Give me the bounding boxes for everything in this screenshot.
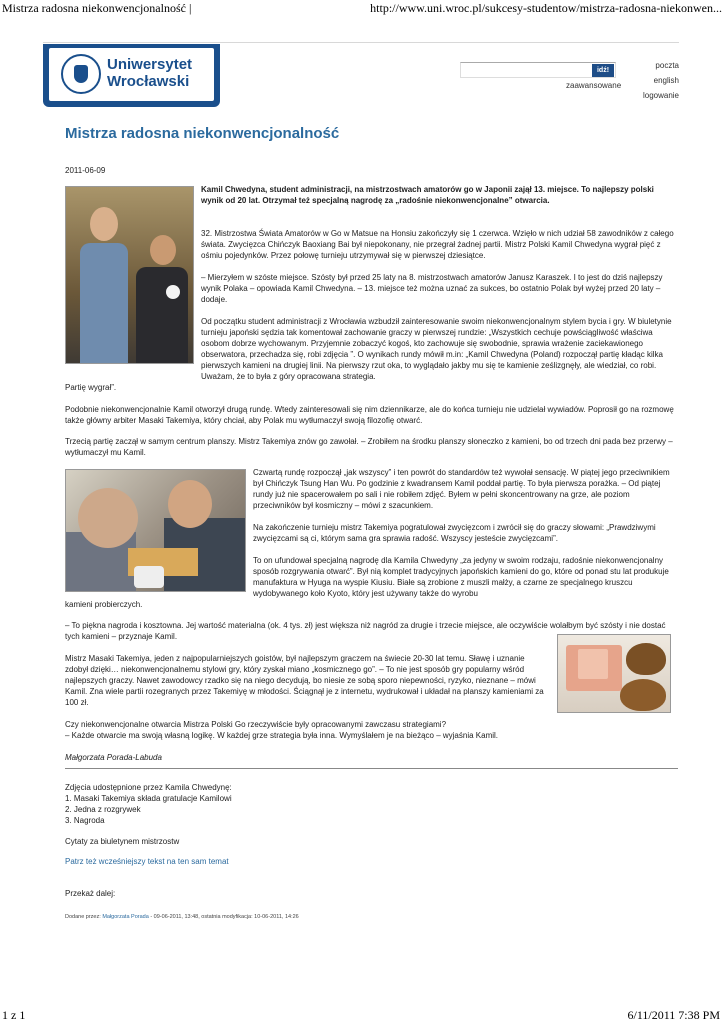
print-timestamp: 6/11/2011 7:38 PM [627, 1008, 720, 1022]
divider [65, 768, 678, 769]
photos-intro: Zdjęcia udostępnione przez Kamila Chwedynę: [65, 783, 232, 792]
article-paragraph: Partię wygrał”. [65, 383, 117, 392]
university-logo[interactable] [43, 44, 220, 107]
print-footer [0, 1006, 724, 1024]
photo-caption: 2. Jedna z rozgrywek [65, 805, 141, 814]
meta-suffix: - 09-06-2011, 13:48, ostatnia modyfikacja: 10-06-2011, 14:26 [148, 914, 299, 920]
article-paragraph: Na zakończenie turnieju mistrz Takemiya pogratulował zwycięzcom i zwrócił się do graczy słowami: „Prawdziwymi zwycięzcami są ci, którym sama gra sprawia radość. Wszyscy jesteście zwycięzcami”. [253, 523, 656, 543]
article-paragraph: Czwartą rundę rozpoczął „jak wszyscy” i ten powrót do standardów też wywołał sensację. W piątej jego przeciwnikiem był Chińczyk Tsung Han Wu. Po godzinie z kwadransem Kamil poddał partię. To była pierwsza porażka. – Od piątej rundy już nie spacerowałem po sali i nie robiłem zdjęć. Byłem w pełni skoncentrowany na grze, ale poziom przeciwników był kosmiczny – mówi z szacunkiem. [253, 468, 670, 510]
article-paragraph: Podobnie niekonwencjonalnie Kamil otworzył drugą rundę. Wtedy zainteresowali się nim dziennikarze, ale do końca turnieju nie udzielał wywiadów. Poprosił go na rozmowę także główny arbiter Masaki Takemiya, który chciał, aby Polak mu wytłumaczył swoją filozofię otwarć. [65, 405, 674, 425]
article-paragraph: Mistrz Masaki Takemiya, jeden z najpopularniejszych goistów, był najlepszym graczem na świecie 20-30 lat temu. Sławę i uznanie zdobył dzięki… niekonwencjonalnemu stylowi gry, który zyskał miano „kosmicznego go”. – To nie jest sposób gry popularny wśród najlepszych graczy. Nawet zawodowcy rzadko się na niego decydują, bo niesie ze sobą sporo niepewności, ryzyko, nieznane – mówi Kamil. Zna wiele partii rozegranych przez Takemiyę w młodości. Ściągnął je z internetu, wydrukował i układał na planszy kamieniami za 100 zł. [65, 654, 544, 707]
article-meta [65, 914, 299, 920]
photo-congratulations [65, 186, 194, 364]
article-date: 2011-06-09 [65, 166, 106, 175]
share-label: Przekaż dalej: [65, 889, 116, 898]
logo-line2: Wrocławski [107, 73, 190, 90]
print-page-number: 1 z 1 [2, 1008, 26, 1022]
search-button[interactable]: idź! [592, 64, 614, 77]
print-header-url: http://www.uni.wroc.pl/sukcesy-studentow/mistrza-radosna-niekonwen... [370, 1, 722, 15]
photo-game [65, 469, 246, 592]
link-poczta[interactable]: poczta [655, 61, 679, 70]
article-paragraph: Od początku student administracji z Wrocławia wzbudził zainteresowanie swoim niekonwencjonalnym stylem bycia i gry. W biuletynie turnieju japoński sędzia tak komentował zachowanie graczy w pierwszej rundzie: „Wszystkich cechuje powściągliwość właściwa osobom dobrze wychowanym. Przyjemnie zobaczyć kogoś, kto zachowuje się swobodnie, sprawia wrażenie zaciekawionego obserwatora, przechadza się, robi zdjęcia ”. O wynikach rundy mówił m.in: „Kamil Chwedyna (Poland) rozpoczął partię kładąc kilka pierwszych kamieni na drugiej linii. Na pierwszy rzut oka, to wyglądało jakby mu się te kamienie ześlizgnęły, ale wiedział, co robi. Uważam, że to była z góry opracowana strategia. [201, 317, 672, 381]
quotes-note: Cytaty za biuletynem mistrzostw [65, 837, 180, 846]
crest-icon [61, 54, 101, 94]
article-paragraph: kamieni probierczych. [65, 600, 143, 609]
advanced-search-link[interactable]: zaawansowane [566, 81, 622, 90]
logo-text [107, 56, 192, 90]
article-paragraph: Trzecią partię zaczął w samym centrum planszy. Mistrz Takemiya znów go zawołał. – Zrobiłem na środku planszy słoneczko z kamieni, bo od trzech dni pada bez przerwy – wytłumaczył mu Kamil. [65, 437, 673, 457]
top-divider [43, 42, 679, 43]
print-header [0, 0, 724, 16]
photo-caption: 1. Masaki Takemiya składa gratulacje Kamilowi [65, 794, 232, 803]
logo-line1: Uniwersytet [107, 56, 193, 73]
link-english[interactable]: english [653, 76, 679, 85]
meta-author-link[interactable]: Małgorzata Porada [102, 914, 149, 920]
article-lead: Kamil Chwedyna, student administracji, na mistrzostwach amatorów go w Japonii zajął 13. miejsce. To najlepszy polski wynik od 20 lat. Otrzymał też specjalną nagrodę za „radośnie niekonwencjonalne” otwarcia. [201, 185, 654, 205]
photo-credits [65, 782, 677, 826]
article-paragraph: – Mierzyłem w szóste miejsce. Szósty był przed 25 laty na 8. mistrzostwach amatorów Janusz Karaszek. I to jest do dziś najlepszy wynik Polaka – opowiada Kamil Chwedyna. – 13. miejsce też można uznać za sukces, bo ostatnio Polak był wyżej przed 20 laty – dodaje. [201, 273, 663, 304]
article-author: Małgorzata Porada-Labuda [65, 753, 162, 762]
print-header-title: Mistrza radosna niekonwencjonalność | [2, 1, 192, 15]
article-paragraph: – To piękna nagroda i kosztowna. Jej wartość materialna (ok. 4 tys. zł) jest większa niż nagród za drugie i trzecie miejsce, ale oczywiście wolałbym być szósty i nie dostać tych kamieni – przyznaje Kamil. [65, 621, 666, 641]
article-paragraph: To on ufundował specjalną nagrodę dla Kamila Chwedyny „za jedyny w swoim rodzaju, radośnie niekonwencjonalny sposób rozgrywania otwarć”. Był nią komplet tradycyjnych japońskich kamieni do go, które od ponad stu lat produkuje manufaktura w Hyuga na wyspie Kiusiu. Białe są zrobione z muszli małży, a czarne ze specjalnego kruszcu wydobywanego koło Kyoto, który jest używany także do wyrobu [253, 556, 669, 598]
meta-prefix: Dodane przez: [65, 914, 103, 920]
page-title: Mistrza radosna niekonwencjonalność [65, 125, 340, 142]
photo-prize [557, 634, 671, 713]
photo-caption: 3. Nagroda [65, 816, 105, 825]
logo-panel [49, 48, 214, 101]
article-paragraph: Czy niekonwencjonalne otwarcia Mistrza Polski Go rzeczywiście były opracowanymi zawczasu strategiami? [65, 720, 447, 729]
article-paragraph: 32. Mistrzostwa Świata Amatorów w Go w Matsue na Honsiu zakończyły się 1 czerwca. Wzięło w nich udział 58 zawodników z całego świata. Zwycięzca Chińczyk Baoxiang Bai był niepokonany, nie przegrał żadnej partii. Mistrz Polski Kamil Chwedyna wygrał pięć z ośmiu pojedynków. Przez połowę turnieju utrzymywał się w pierwszej dziesiątce. [201, 229, 674, 260]
link-logowanie[interactable]: logowanie [642, 91, 679, 100]
see-also-link[interactable]: Patrz też wcześniejszy tekst na ten sam temat [65, 857, 229, 866]
top-links [620, 58, 679, 103]
article-paragraph: – Każde otwarcie ma swoją własną logikę. W każdej grze strategia była inna. Wymyślałem je na bieżąco – wyjaśnia Kamil. [65, 731, 499, 740]
